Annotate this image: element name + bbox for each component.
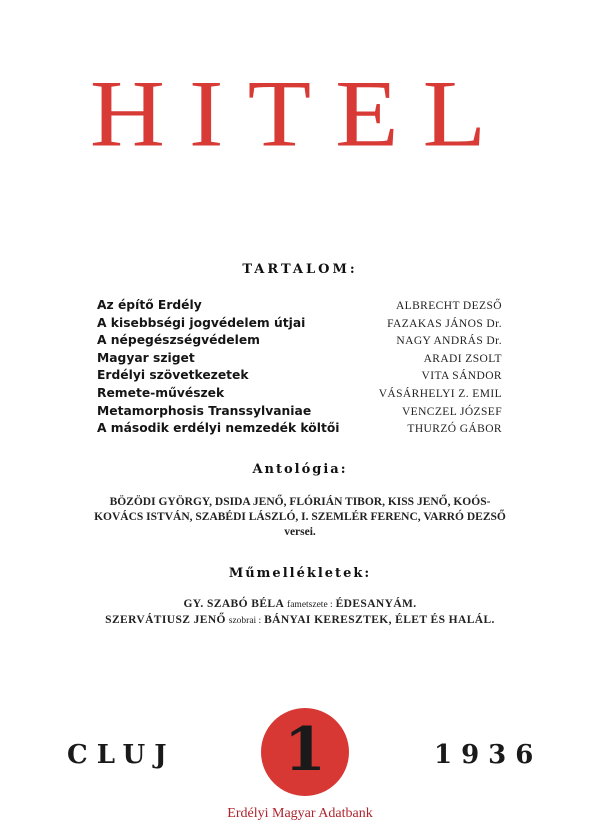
publication-year: 1936 [434, 740, 543, 770]
issue-number: 1 [284, 715, 326, 785]
plate-kind: fametszete : [287, 600, 333, 610]
toc-entry-author: FAZAKAS JÁNOS Dr. [387, 317, 502, 330]
plate-line [60, 598, 540, 610]
plates-heading: Műmellékletek: [228, 566, 372, 581]
toc-entry-title: A kisebbségi jogvédelem útjai [97, 315, 306, 330]
watermark-text: Erdélyi Magyar Adatbank [227, 806, 373, 821]
publication-city: CLUJ [67, 740, 176, 770]
toc-entry [97, 333, 502, 351]
toc-entry-author: VENCZEL JÓZSEF [401, 405, 502, 418]
plate-line [60, 614, 540, 626]
toc-entry-author: ALBRECHT DEZSŐ [395, 300, 502, 312]
toc-entry-author: VITA SÁNDOR [421, 370, 502, 383]
toc-entry-title: A második erdélyi nemzedék költői [97, 421, 340, 436]
issue-badge [261, 708, 349, 796]
anthology-poets: BÖZÖDI GYÖRGY, DSIDA JENŐ, FLÓRIÁN TIBOR, KISS JENŐ, KOÓS-KOVÁCS ISTVÁN, SZABÉDI LÁSZLÓ, I. SZEMLÉR FERENC, VARRÓ DEZSŐ versei. [94, 496, 506, 538]
toc-entry [97, 368, 502, 386]
toc-entry-title: Az építő Erdély [97, 298, 202, 312]
masthead-title: HITEL [89, 60, 511, 167]
toc-entry [97, 404, 502, 422]
plate-artist: SZERVÁTIUSZ JENŐ [105, 614, 226, 626]
toc-entry [97, 351, 502, 369]
toc-entry [97, 298, 502, 316]
plate-artist: GY. SZABÓ BÉLA [183, 598, 285, 610]
toc-entry-title: Metamorphosis Transsylvaniae [97, 403, 312, 418]
plate-work: ÉDESANYÁM. [335, 598, 417, 610]
plate-kind: szobrai : [228, 616, 262, 626]
toc-entry-author: ARADI ZSOLT [423, 352, 502, 365]
contents-heading: TARTALOM: [242, 262, 358, 277]
toc-entry-title: A népegészségvédelem [97, 333, 260, 348]
plate-work: BÁNYAI KERESZTEK, ÉLET ÉS HALÁL. [264, 614, 495, 626]
toc-entry-author: VÁSÁRHELYI Z. EMIL [378, 387, 502, 400]
toc-entry [97, 421, 502, 439]
toc-entry [97, 386, 502, 404]
toc-entry-title: Magyar sziget [97, 350, 195, 365]
toc-entry [97, 316, 502, 334]
anthology-heading: Antológia: [252, 462, 348, 477]
toc-entry-author: THURZÓ GÁBOR [407, 423, 502, 436]
toc-entry-title: Remete-művészek [97, 385, 225, 400]
toc-entry-author: NAGY ANDRÁS Dr. [396, 335, 502, 348]
toc-entry-title: Erdélyi szövetkezetek [97, 368, 249, 383]
table-of-contents [97, 298, 502, 439]
